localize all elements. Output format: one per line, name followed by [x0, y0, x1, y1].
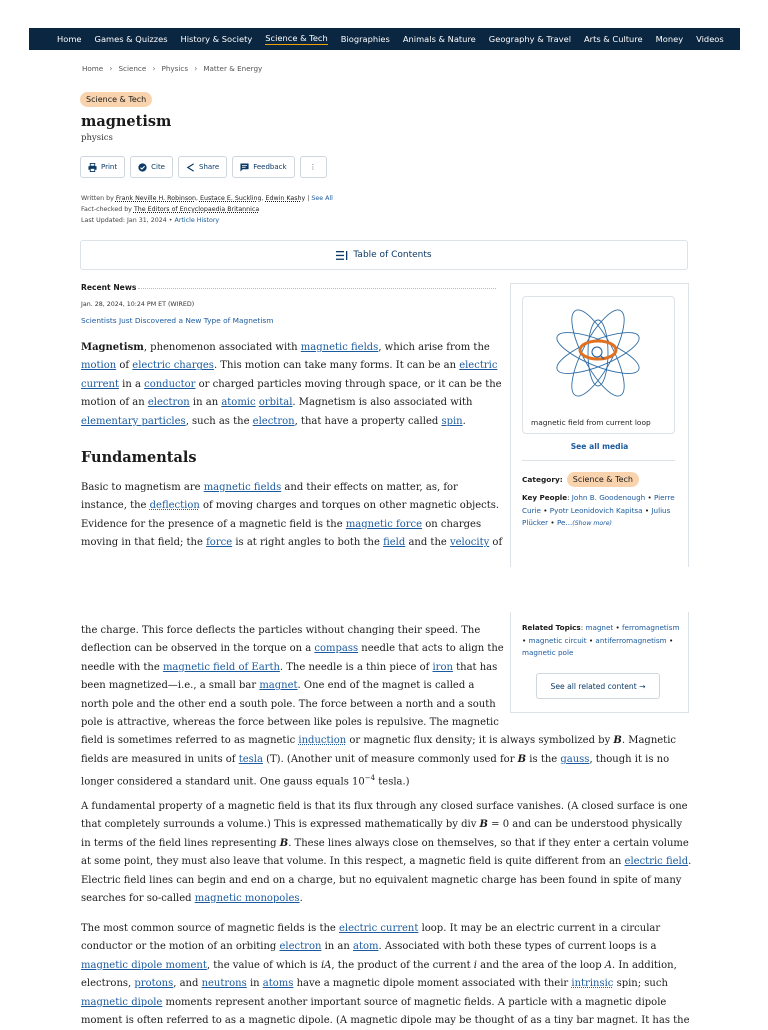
breadcrumb-physics[interactable]: Physics [161, 64, 189, 73]
author-link[interactable]: Eustace E. Suckling [199, 195, 262, 202]
topic-link[interactable]: magnetic pole [522, 648, 574, 657]
link-electric-current[interactable]: electric [459, 360, 498, 372]
written-by: Written by Frank Neville H. Robinson, Eustace E. Suckling, Edwin Kashy | See All [81, 195, 333, 202]
fact-checker-link[interactable]: The Editors of Encyclopaedia Britannica [133, 206, 260, 213]
zoom-icon[interactable] [592, 347, 602, 357]
text: deflection can be observed in the torque on a [81, 643, 315, 655]
text: have a magnetic dipole moment associated with their [293, 978, 572, 990]
text: A fundamental property of a magnetic field is that its flux through any closed surface vanishes. (A closed surface is one [81, 801, 688, 812]
divider [522, 460, 675, 461]
written-by-label: Written by [81, 195, 114, 202]
current-loop-paragraph [81, 920, 690, 1030]
text: , though it is no [589, 753, 670, 765]
list-icon [336, 251, 348, 260]
link-orbital[interactable]: orbital [258, 397, 293, 409]
link-electron[interactable]: electron [279, 941, 322, 953]
link-iron[interactable]: iron [432, 661, 453, 673]
text: needle with the [81, 661, 163, 673]
symbol-i: i [473, 959, 477, 971]
text: fields are measured in units of [81, 753, 239, 765]
intro-paragraph [81, 339, 502, 431]
text: . Associated with both these types of current loops is a [378, 941, 657, 953]
topic-link[interactable]: magnetic circuit [528, 635, 587, 645]
text: been magnetized—i.e., a small bar [81, 680, 260, 692]
text: moment is often referred to as a magnetic dipole. (A magnetic dipole may be thought of as a tiny bar magnet. It has the [81, 1015, 690, 1027]
last-updated [81, 214, 333, 228]
text: . Magnetic [621, 735, 676, 747]
chevron-right-icon: › [109, 64, 113, 73]
text: . [462, 415, 466, 427]
link-magnetic-fields[interactable]: magnetic fields [203, 482, 282, 493]
text: Electric field lines can begin and end on a charge, but no equivalent magnetic charge has been found in spite of many [81, 874, 682, 886]
cite-button[interactable] [130, 156, 173, 178]
text: . In addition, [612, 959, 677, 971]
text: north pole and the other end a south pole. The force between a north and a south [81, 698, 496, 710]
text: , and [173, 978, 202, 990]
person-link[interactable]: Julius Plücker [522, 505, 671, 527]
text: , which arise from the [378, 342, 490, 353]
page-title: magnetism [81, 113, 172, 130]
symbol-a: A [604, 959, 613, 971]
article-meta [81, 193, 333, 228]
person-link[interactable]: John B. Goodenough [571, 493, 646, 502]
text: The most common source of magnetic fields is the [81, 923, 339, 934]
text: instance, the [81, 500, 150, 512]
text: in a [118, 378, 145, 390]
text: tesla.) [375, 776, 410, 788]
text: longer considered a standard unit. One gauss equals 10 [81, 776, 365, 788]
see-all-related-button[interactable] [536, 673, 660, 699]
feedback-button[interactable] [232, 156, 294, 178]
text: or charged particles moving through space, or it can be the [195, 378, 502, 390]
link-spin[interactable]: spin [441, 415, 463, 427]
show-more-link[interactable]: (Show more) [572, 520, 612, 527]
fact-checked-by [81, 205, 333, 214]
more-vertical-icon: ⋮ [309, 163, 317, 171]
text: moments represent another important source of magnetic fields. A particle with a magnetic dipole [162, 996, 667, 1008]
exponent: −4 [364, 774, 376, 783]
category-tag[interactable]: Science & Tech [80, 92, 152, 107]
nav-videos[interactable]: Videos [696, 34, 724, 44]
link-magnetic-fields[interactable]: magnetic fields [300, 342, 379, 353]
text: needle that acts to align the [358, 643, 504, 655]
author-link[interactable]: Frank Neville H. Robinson [115, 195, 196, 202]
text: . The needle is a thin piece of [279, 661, 433, 673]
article-history-link[interactable]: Article History [174, 217, 220, 224]
link-atomic[interactable]: atomic [221, 397, 256, 409]
symbol-ia: iA [320, 959, 332, 971]
link-velocity[interactable]: velocity [449, 537, 490, 549]
print-button[interactable] [80, 156, 125, 178]
news-headline-link[interactable]: Scientists Just Discovered a New Type of Magnetism [81, 316, 274, 325]
key-people-label: Key People [522, 493, 568, 502]
link-protons[interactable]: protons [134, 978, 174, 990]
link-magnetic-dipole[interactable]: magnetic dipole [81, 996, 163, 1008]
text: and the area of the loop [476, 959, 605, 971]
link-motion[interactable]: motion [81, 360, 117, 372]
text: the charge. This force deflects the particles without changing their speed. The [81, 625, 481, 636]
text: of [489, 537, 503, 549]
text: , such as the [185, 415, 253, 427]
text: in terms of the field lines representing [81, 837, 280, 849]
text: , phenomenon associated with [143, 342, 301, 353]
page-subtitle: physics [81, 133, 113, 143]
share-button[interactable] [178, 156, 227, 178]
link-intrinsic[interactable]: intrinsic [571, 978, 614, 990]
topic-link[interactable]: antiferromagnetism [595, 635, 667, 645]
symbol-b: B [479, 819, 488, 831]
text: conductor or the motion of an orbiting [81, 941, 280, 953]
link-magnet[interactable]: magnet [259, 680, 298, 692]
text: moving in that field; the [81, 537, 207, 549]
text: in an [321, 941, 353, 953]
nav-arts-culture[interactable]: Arts & Culture [584, 34, 643, 44]
link-induction[interactable]: induction [298, 735, 347, 747]
text: and the [405, 537, 450, 549]
text: in [246, 978, 263, 990]
text: . This motion can take many forms. It can be an [213, 360, 460, 372]
key-people: Key People: John B. Goodenough • Pierre Curie • Pyotr Leonidovich Kapitsa • Julius Plücker • Pe...(Show more) [522, 493, 675, 527]
text: spin; such [613, 978, 668, 990]
article-toolbar [80, 156, 327, 178]
topic-link[interactable]: magnet [585, 623, 614, 632]
nav-home[interactable]: Home [57, 34, 82, 44]
breadcrumb-home[interactable]: Home [82, 64, 104, 73]
breadcrumb [82, 64, 262, 73]
toc-label: Table of Contents [353, 250, 432, 260]
text: in an [189, 397, 222, 409]
text: pole is attractive, whereas the force between like poles is repulsive. The magnetic [81, 717, 499, 729]
link-electric-field[interactable]: electric field [624, 856, 689, 868]
nav-geography-travel[interactable]: Geography & Travel [488, 34, 571, 44]
text: . [688, 856, 692, 868]
text: field is sometimes referred to as magnetic [81, 735, 299, 747]
text: of moving charges and torques on other magnetic objects. [199, 500, 500, 512]
chevron-right-icon: › [152, 64, 156, 73]
share-label: Share [199, 163, 220, 171]
text: . One end of the magnet is called a [297, 680, 475, 692]
breadcrumb-science[interactable]: Science [118, 64, 147, 73]
text: is the [526, 753, 561, 765]
text: . Magnetism is also associated with [292, 397, 473, 409]
chevron-right-icon: › [194, 64, 198, 73]
text: , that have a property called [294, 415, 442, 427]
see-all-authors-link[interactable]: See All [311, 195, 333, 202]
news-date: Jan. 28, 2024, 10:24 PM ET (WIRED) [81, 301, 195, 308]
text: , the product of the current [331, 959, 474, 971]
text: or magnetic flux density; it is always symbolized by [346, 735, 614, 747]
link-elementary-particles[interactable]: elementary particles [81, 415, 186, 427]
nav-games-quizzes[interactable]: Games & Quizzes [94, 34, 168, 44]
print-label: Print [101, 163, 118, 171]
text: Basic to magnetism are [81, 482, 204, 493]
nav-animals-nature[interactable]: Animals & Nature [402, 34, 476, 44]
section-heading: Fundamentals [81, 449, 197, 466]
related-topics-label: Related Topics [522, 623, 581, 632]
link-electric-charges[interactable]: electric charges [132, 360, 214, 372]
more-options-button[interactable] [300, 156, 327, 178]
link-magnetic-field-of-earth[interactable]: magnetic field of Earth [162, 661, 280, 673]
feedback-icon [240, 163, 249, 172]
link-neutrons[interactable]: neutrons [201, 978, 247, 990]
link-field[interactable]: field [383, 537, 406, 549]
person-link[interactable]: Pyotr Leonidovich Kapitsa [549, 505, 643, 515]
divider [138, 288, 496, 289]
text: searches for so-called [81, 893, 195, 905]
cite-label: Cite [151, 163, 165, 171]
last-updated-label: Last Updated: Jan 31, 2024 • [81, 217, 173, 224]
category-label: Category: [522, 475, 563, 484]
link-tesla[interactable]: tesla [238, 753, 263, 765]
fundamentals-paragraph [81, 479, 502, 553]
author-link[interactable]: Edwin Kashy [265, 195, 306, 202]
link-electron[interactable]: electron [252, 415, 295, 427]
link-electric-current[interactable]: electric current [339, 923, 419, 934]
topic-link[interactable]: ferromagnetism [622, 623, 680, 632]
share-icon [186, 163, 195, 172]
link-conductor[interactable]: conductor [144, 378, 196, 390]
term-bold: Magnetism [81, 342, 144, 353]
top-nav [29, 28, 740, 50]
text: motion of an [81, 397, 148, 409]
related-topics: Related Topics: magnet • ferromagnetism • magnetic circuit • antiferromagnetism • magnetic pole [522, 623, 680, 657]
symbol-b: B [517, 753, 527, 765]
fact-checked-label: Fact-checked by [81, 206, 132, 213]
text: = 0 and can be understood physically [487, 819, 683, 831]
nav-money[interactable]: Money [655, 34, 684, 44]
text: at some point, they must also leave that volume. In this respect, a magnetic field is quite different from an [81, 856, 625, 868]
recent-news-heading: Recent News [81, 283, 137, 292]
flux-paragraph [81, 798, 691, 908]
text: (T). (Another unit of measure commonly used for [262, 753, 518, 765]
table-of-contents-button[interactable] [80, 240, 688, 270]
link-magnetic-dipole-moment[interactable]: magnetic dipole moment [81, 959, 207, 971]
text: , the value of which is [206, 959, 321, 971]
feedback-label: Feedback [253, 163, 287, 171]
text: Evidence for the presence of a magnetic field is the [81, 518, 346, 530]
person-link[interactable]: Pe... [556, 518, 573, 527]
text: and their effects on matter, as, for [281, 482, 458, 493]
link-electric-current[interactable]: current [81, 378, 119, 390]
check-circle-icon [138, 163, 147, 172]
link-compass[interactable]: compass [314, 643, 359, 655]
link-electron[interactable]: electron [147, 397, 190, 409]
person-link[interactable]: Pierre Curie [522, 493, 675, 515]
nav-biographies[interactable]: Biographies [340, 34, 390, 44]
text: on charges [422, 518, 482, 530]
link-atoms[interactable]: atoms [262, 978, 294, 990]
symbol-b: B [613, 735, 622, 747]
text: that completely surrounds a volume.) This is expressed mathematically by div [81, 819, 480, 831]
link-force[interactable]: force [206, 537, 233, 549]
category-row [522, 472, 639, 487]
link-magnetic-monopoles[interactable]: magnetic monopoles [194, 893, 300, 905]
nav-science-tech[interactable]: Science & Tech [265, 33, 328, 43]
breadcrumb-matter-energy[interactable]: Matter & Energy [203, 64, 263, 73]
printer-icon [88, 163, 97, 172]
see-all-media-link[interactable]: See all media [570, 442, 629, 451]
link-magnetic-force[interactable]: magnetic force [345, 518, 423, 530]
category-pill[interactable]: Science & Tech [567, 472, 639, 487]
link-deflection[interactable]: deflection [149, 500, 200, 512]
text: of [116, 360, 133, 372]
nav-history-society[interactable]: History & Society [180, 34, 253, 44]
media-card[interactable] [522, 296, 675, 434]
link-gauss[interactable]: gauss [560, 753, 590, 765]
text: . These lines always close on themselves, so that if they enter a certain volume [288, 837, 689, 849]
text: is at right angles to both the [232, 537, 384, 549]
text: . [299, 893, 303, 905]
see-all-related-label: See all related content → [550, 681, 646, 691]
text: electrons, [81, 978, 135, 990]
text: loop. It may be an electric current in a circular [418, 923, 661, 934]
link-atom[interactable]: atom [353, 941, 379, 953]
media-caption: magnetic field from current loop [531, 418, 651, 427]
symbol-b: B [279, 837, 289, 849]
text: that has [452, 661, 498, 673]
